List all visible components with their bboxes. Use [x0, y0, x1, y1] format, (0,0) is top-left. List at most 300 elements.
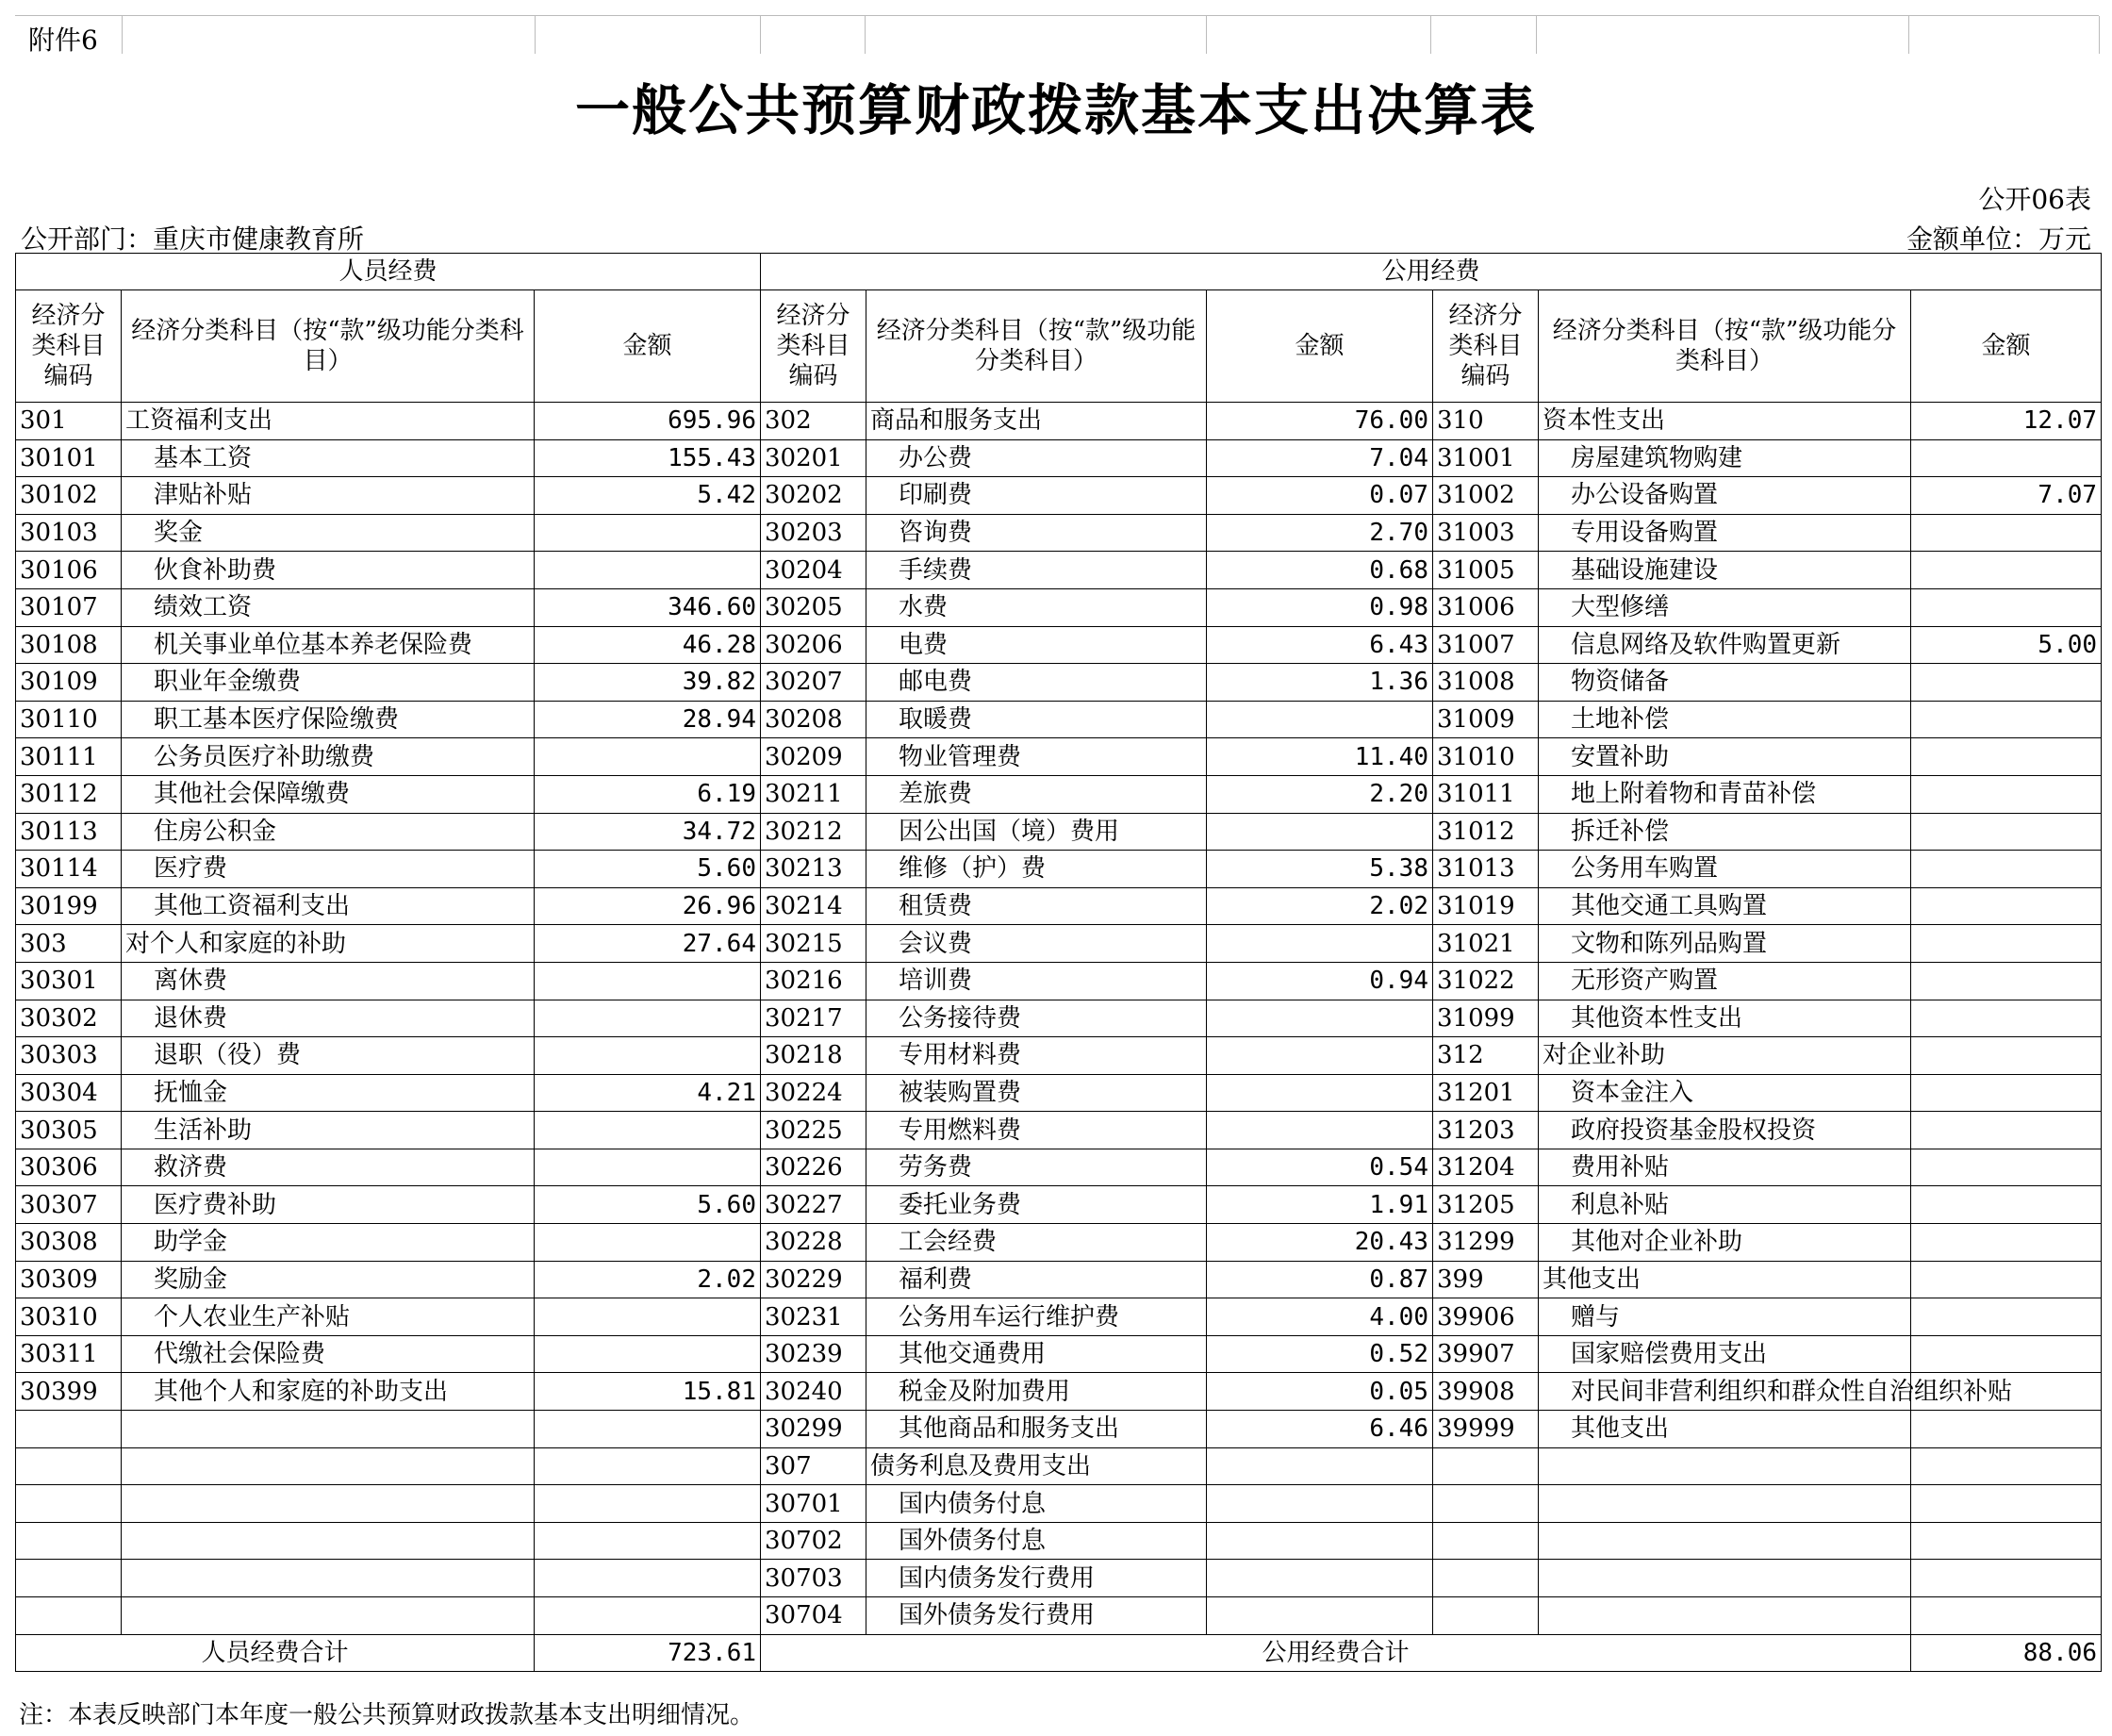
item-amount	[535, 1411, 761, 1448]
public-header: 公用经费	[761, 254, 2102, 290]
item-amount	[1911, 1037, 2102, 1075]
item-name: 被装购置费	[866, 1074, 1207, 1112]
item-code: 302	[761, 403, 866, 440]
item-code: 31204	[1433, 1149, 1539, 1186]
table-row	[16, 403, 2102, 440]
item-code: 30211	[761, 775, 866, 813]
item-name	[1539, 1447, 1911, 1485]
item-name: 奖金	[122, 514, 535, 552]
item-amount: 39.82	[535, 664, 761, 702]
item-code: 30201	[761, 439, 866, 477]
col-code-header: 经济分类科目编码	[16, 290, 122, 403]
item-amount	[1911, 514, 2102, 552]
item-amount: 26.96	[535, 887, 761, 925]
item-code: 39908	[1433, 1373, 1539, 1411]
item-code: 30213	[761, 851, 866, 888]
item-name: 培训费	[866, 962, 1207, 1000]
item-amount: 5.60	[535, 1186, 761, 1224]
item-code: 30215	[761, 925, 866, 963]
table-row	[16, 1298, 2102, 1336]
item-amount	[1207, 1112, 1433, 1149]
col-code-header: 经济分类科目编码	[761, 290, 866, 403]
item-code: 312	[1433, 1037, 1539, 1075]
grid-line	[122, 16, 123, 54]
item-amount: 5.00	[1911, 626, 2102, 664]
item-amount: 2.02	[1207, 887, 1433, 925]
item-code: 30399	[16, 1373, 122, 1411]
item-name: 个人农业生产补贴	[122, 1298, 535, 1336]
item-amount: 2.20	[1207, 775, 1433, 813]
item-code: 39999	[1433, 1411, 1539, 1448]
item-name	[122, 1411, 535, 1448]
item-code: 30231	[761, 1298, 866, 1336]
item-code: 31299	[1433, 1224, 1539, 1262]
item-amount	[1911, 962, 2102, 1000]
group-header-row	[16, 254, 2102, 290]
item-code: 31009	[1433, 701, 1539, 738]
item-code: 30224	[761, 1074, 866, 1112]
item-amount: 34.72	[535, 813, 761, 851]
item-amount: 4.21	[535, 1074, 761, 1112]
item-amount: 1.36	[1207, 664, 1433, 702]
item-name: 会议费	[866, 925, 1207, 963]
item-amount: 0.05	[1207, 1373, 1433, 1411]
attachment-label: 附件6	[28, 25, 98, 56]
item-name: 其他交通工具购置	[1539, 887, 1911, 925]
item-code: 31013	[1433, 851, 1539, 888]
table-row	[16, 701, 2102, 738]
item-amount	[535, 1037, 761, 1075]
item-code: 30108	[16, 626, 122, 664]
item-code: 30225	[761, 1112, 866, 1149]
item-code: 30202	[761, 477, 866, 515]
item-code: 30218	[761, 1037, 866, 1075]
item-name: 其他支出	[1539, 1261, 1911, 1298]
col-amount-header: 金额	[1911, 290, 2102, 403]
grid-line	[865, 16, 866, 54]
item-amount	[1911, 925, 2102, 963]
item-code: 30205	[761, 588, 866, 626]
attachment-bar	[15, 15, 2099, 54]
personnel-total-label: 人员经费合计	[16, 1634, 535, 1672]
item-code: 30309	[16, 1261, 122, 1298]
item-amount: 7.07	[1911, 477, 2102, 515]
item-amount: 7.04	[1207, 439, 1433, 477]
table-row	[16, 1373, 2102, 1411]
item-name: 国内债务发行费用	[866, 1560, 1207, 1597]
item-code: 30240	[761, 1373, 866, 1411]
item-amount	[1911, 1224, 2102, 1262]
item-name: 信息网络及软件购置更新	[1539, 626, 1911, 664]
item-amount	[1911, 1411, 2102, 1448]
table-row	[16, 626, 2102, 664]
item-amount	[535, 1224, 761, 1262]
item-code: 30214	[761, 887, 866, 925]
item-amount	[535, 1149, 761, 1186]
item-code: 31007	[1433, 626, 1539, 664]
item-name: 对个人和家庭的补助	[122, 925, 535, 963]
item-code: 30228	[761, 1224, 866, 1262]
item-code: 30301	[16, 962, 122, 1000]
item-name: 生活补助	[122, 1112, 535, 1149]
grid-line	[1430, 16, 1431, 54]
page-title: 一般公共预算财政拨款基本支出决算表	[574, 78, 1537, 142]
item-code: 30111	[16, 738, 122, 776]
item-name: 文物和陈列品购置	[1539, 925, 1911, 963]
item-amount: 2.70	[1207, 514, 1433, 552]
table-row	[16, 887, 2102, 925]
item-amount	[535, 1112, 761, 1149]
item-code: 30207	[761, 664, 866, 702]
item-code: 30310	[16, 1298, 122, 1336]
item-amount	[535, 1597, 761, 1635]
table-row	[16, 1411, 2102, 1448]
item-amount	[1911, 1447, 2102, 1485]
table-row	[16, 552, 2102, 589]
item-code: 30199	[16, 887, 122, 925]
table-row	[16, 851, 2102, 888]
item-amount: 6.19	[535, 775, 761, 813]
item-amount: 27.64	[535, 925, 761, 963]
item-name: 职业年金缴费	[122, 664, 535, 702]
table-row	[16, 775, 2102, 813]
item-name: 对企业补助	[1539, 1037, 1911, 1075]
item-code: 301	[16, 403, 122, 440]
item-code	[16, 1485, 122, 1523]
item-code: 30701	[761, 1485, 866, 1523]
item-amount: 2.02	[535, 1261, 761, 1298]
col-name-header: 经济分类科目（按“款”级功能分类科目）	[1539, 290, 1911, 403]
item-name: 委托业务费	[866, 1186, 1207, 1224]
item-name: 住房公积金	[122, 813, 535, 851]
item-code: 31002	[1433, 477, 1539, 515]
col-amount-header: 金额	[535, 290, 761, 403]
table-row	[16, 439, 2102, 477]
department-label: 公开部门：重庆市健康教育所	[21, 223, 365, 255]
item-amount: 5.42	[535, 477, 761, 515]
item-name: 退休费	[122, 1000, 535, 1037]
item-name: 取暖费	[866, 701, 1207, 738]
item-name: 办公费	[866, 439, 1207, 477]
item-code: 399	[1433, 1261, 1539, 1298]
item-amount	[1911, 887, 2102, 925]
table-row	[16, 1149, 2102, 1186]
table-row	[16, 1112, 2102, 1149]
table-row	[16, 477, 2102, 515]
personnel-header: 人员经费	[16, 254, 761, 290]
item-amount	[1911, 1186, 2102, 1224]
item-code: 31201	[1433, 1074, 1539, 1112]
item-code: 30103	[16, 514, 122, 552]
table-row	[16, 1335, 2102, 1373]
item-amount	[1207, 1037, 1433, 1075]
item-code: 31021	[1433, 925, 1539, 963]
item-name: 拆迁补偿	[1539, 813, 1911, 851]
footnote: 注：本表反映部门本年度一般公共预算财政拨款基本支出明细情况。	[19, 1701, 755, 1729]
item-amount	[1911, 813, 2102, 851]
item-name: 专用设备购置	[1539, 514, 1911, 552]
item-code: 30305	[16, 1112, 122, 1149]
public-total-label: 公用经费合计	[761, 1634, 1911, 1672]
item-code: 30113	[16, 813, 122, 851]
item-code: 30306	[16, 1149, 122, 1186]
table-row	[16, 1000, 2102, 1037]
item-name: 物资储备	[1539, 664, 1911, 702]
item-code: 31011	[1433, 775, 1539, 813]
grid-line	[535, 16, 536, 54]
item-name	[1539, 1597, 1911, 1635]
item-amount	[1207, 925, 1433, 963]
item-name: 津贴补贴	[122, 477, 535, 515]
item-amount: 5.60	[535, 851, 761, 888]
personnel-total-value: 723.61	[535, 1634, 761, 1672]
item-code: 30304	[16, 1074, 122, 1112]
item-code: 30229	[761, 1261, 866, 1298]
item-amount	[1911, 1485, 2102, 1523]
item-code: 31022	[1433, 962, 1539, 1000]
item-code: 30206	[761, 626, 866, 664]
item-amount	[1911, 552, 2102, 589]
item-code: 31006	[1433, 588, 1539, 626]
table-row	[16, 664, 2102, 702]
item-amount: 0.87	[1207, 1261, 1433, 1298]
item-name: 房屋建筑物购建	[1539, 439, 1911, 477]
item-name: 债务利息及费用支出	[866, 1447, 1207, 1485]
item-name: 机关事业单位基本养老保险费	[122, 626, 535, 664]
item-name	[122, 1560, 535, 1597]
item-code: 30114	[16, 851, 122, 888]
item-name: 退职（役）费	[122, 1037, 535, 1075]
totals-row	[16, 1634, 2102, 1672]
table-row	[16, 588, 2102, 626]
item-name	[122, 1447, 535, 1485]
item-code: 30311	[16, 1335, 122, 1373]
item-code: 30209	[761, 738, 866, 776]
item-code: 30106	[16, 552, 122, 589]
item-name: 租赁费	[866, 887, 1207, 925]
item-name: 赠与	[1539, 1298, 1911, 1336]
item-name: 资本性支出	[1539, 403, 1911, 440]
item-name: 专用材料费	[866, 1037, 1207, 1075]
public-total-value: 88.06	[1911, 1634, 2102, 1672]
item-amount: 0.54	[1207, 1149, 1433, 1186]
budget-table	[15, 253, 2102, 1672]
table-row	[16, 925, 2102, 963]
item-code: 31003	[1433, 514, 1539, 552]
item-amount	[1911, 851, 2102, 888]
item-name: 工资福利支出	[122, 403, 535, 440]
item-amount	[535, 962, 761, 1000]
item-amount	[1911, 1149, 2102, 1186]
item-name: 劳务费	[866, 1149, 1207, 1186]
item-code: 30112	[16, 775, 122, 813]
item-name: 对民间非营利组织和群众性自治组织补贴	[1539, 1373, 1911, 1411]
item-amount: 76.00	[1207, 403, 1433, 440]
item-amount	[1911, 439, 2102, 477]
item-name	[1539, 1560, 1911, 1597]
item-code	[16, 1447, 122, 1485]
col-amount-header: 金额	[1207, 290, 1433, 403]
item-amount	[1911, 701, 2102, 738]
item-code	[1433, 1560, 1539, 1597]
item-name: 其他个人和家庭的补助支出	[122, 1373, 535, 1411]
item-code: 30110	[16, 701, 122, 738]
item-code: 30227	[761, 1186, 866, 1224]
item-amount: 1.91	[1207, 1186, 1433, 1224]
item-name: 其他商品和服务支出	[866, 1411, 1207, 1448]
item-amount	[1207, 1074, 1433, 1112]
item-code: 31008	[1433, 664, 1539, 702]
item-code: 30102	[16, 477, 122, 515]
table-row	[16, 1597, 2102, 1635]
item-code: 31012	[1433, 813, 1539, 851]
item-name: 差旅费	[866, 775, 1207, 813]
item-amount	[1911, 1298, 2102, 1336]
item-name: 地上附着物和青苗补偿	[1539, 775, 1911, 813]
item-amount	[1911, 1000, 2102, 1037]
item-code: 30101	[16, 439, 122, 477]
item-code: 39906	[1433, 1298, 1539, 1336]
item-amount	[1207, 1522, 1433, 1560]
table-number: 公开06表	[1978, 184, 2091, 215]
item-name: 邮电费	[866, 664, 1207, 702]
item-amount: 0.94	[1207, 962, 1433, 1000]
item-name: 职工基本医疗保险缴费	[122, 701, 535, 738]
item-name: 抚恤金	[122, 1074, 535, 1112]
item-code: 31005	[1433, 552, 1539, 589]
item-amount: 5.38	[1207, 851, 1433, 888]
item-code: 30109	[16, 664, 122, 702]
item-name: 专用燃料费	[866, 1112, 1207, 1149]
col-name-header: 经济分类科目（按“款”级功能分类科目）	[866, 290, 1207, 403]
table-row	[16, 1074, 2102, 1112]
item-name: 其他工资福利支出	[122, 887, 535, 925]
item-name: 绩效工资	[122, 588, 535, 626]
item-amount	[535, 1447, 761, 1485]
item-amount: 4.00	[1207, 1298, 1433, 1336]
item-code	[1433, 1447, 1539, 1485]
item-amount	[535, 1000, 761, 1037]
item-amount: 20.43	[1207, 1224, 1433, 1262]
item-code: 310	[1433, 403, 1539, 440]
table-row	[16, 1186, 2102, 1224]
item-name: 办公设备购置	[1539, 477, 1911, 515]
item-name: 大型修缮	[1539, 588, 1911, 626]
item-name: 国内债务付息	[866, 1485, 1207, 1523]
table-row	[16, 1037, 2102, 1075]
col-code-header: 经济分类科目编码	[1433, 290, 1539, 403]
item-name: 国家赔偿费用支出	[1539, 1335, 1911, 1373]
item-name: 其他交通费用	[866, 1335, 1207, 1373]
item-amount	[1911, 1335, 2102, 1373]
item-name: 水费	[866, 588, 1207, 626]
item-code: 30703	[761, 1560, 866, 1597]
item-name: 助学金	[122, 1224, 535, 1262]
item-code	[16, 1560, 122, 1597]
item-name: 无形资产购置	[1539, 962, 1911, 1000]
item-amount: 0.52	[1207, 1335, 1433, 1373]
item-code: 30302	[16, 1000, 122, 1037]
item-code: 30212	[761, 813, 866, 851]
item-name: 公务用车购置	[1539, 851, 1911, 888]
grid-line	[760, 16, 761, 54]
item-name: 离休费	[122, 962, 535, 1000]
table-row	[16, 1261, 2102, 1298]
item-amount: 0.07	[1207, 477, 1433, 515]
item-name	[122, 1485, 535, 1523]
item-name: 公务员医疗补助缴费	[122, 738, 535, 776]
item-amount	[1207, 813, 1433, 851]
item-name: 其他支出	[1539, 1411, 1911, 1448]
item-amount	[535, 1335, 761, 1373]
item-name: 公务用车运行维护费	[866, 1298, 1207, 1336]
item-code: 30217	[761, 1000, 866, 1037]
item-name: 其他对企业补助	[1539, 1224, 1911, 1262]
item-name: 福利费	[866, 1261, 1207, 1298]
item-amount: 12.07	[1911, 403, 2102, 440]
item-amount: 0.98	[1207, 588, 1433, 626]
item-name: 土地补偿	[1539, 701, 1911, 738]
item-code: 31019	[1433, 887, 1539, 925]
item-code: 30702	[761, 1522, 866, 1560]
item-code: 30308	[16, 1224, 122, 1262]
item-name: 电费	[866, 626, 1207, 664]
item-amount	[1911, 1261, 2102, 1298]
item-code: 30208	[761, 701, 866, 738]
item-code	[1433, 1522, 1539, 1560]
item-amount	[535, 1485, 761, 1523]
item-amount	[1911, 1112, 2102, 1149]
item-amount	[1911, 1560, 2102, 1597]
item-name: 公务接待费	[866, 1000, 1207, 1037]
item-code: 30216	[761, 962, 866, 1000]
col-name-header: 经济分类科目（按“款”级功能分类科目）	[122, 290, 535, 403]
item-name: 维修（护）费	[866, 851, 1207, 888]
item-amount	[1911, 1074, 2102, 1112]
item-amount: 155.43	[535, 439, 761, 477]
item-code	[16, 1522, 122, 1560]
item-name: 基础设施建设	[1539, 552, 1911, 589]
item-name: 资本金注入	[1539, 1074, 1911, 1112]
item-amount: 346.60	[535, 588, 761, 626]
item-name: 咨询费	[866, 514, 1207, 552]
item-amount: 6.46	[1207, 1411, 1433, 1448]
item-amount	[535, 514, 761, 552]
item-code: 30303	[16, 1037, 122, 1075]
item-amount	[1911, 664, 2102, 702]
item-name: 救济费	[122, 1149, 535, 1186]
item-amount: 28.94	[535, 701, 761, 738]
grid-line	[2099, 16, 2100, 54]
item-amount	[1911, 738, 2102, 776]
item-code	[16, 1411, 122, 1448]
column-header-row	[16, 290, 2102, 403]
item-name: 税金及附加费用	[866, 1373, 1207, 1411]
item-amount	[1911, 588, 2102, 626]
item-name: 其他社会保障缴费	[122, 775, 535, 813]
item-name: 奖励金	[122, 1261, 535, 1298]
item-code: 303	[16, 925, 122, 963]
item-amount	[1911, 1597, 2102, 1635]
item-name: 其他资本性支出	[1539, 1000, 1911, 1037]
item-name: 因公出国（境）费用	[866, 813, 1207, 851]
item-amount	[1911, 775, 2102, 813]
grid-line	[1536, 16, 1537, 54]
item-name: 商品和服务支出	[866, 403, 1207, 440]
item-name: 代缴社会保险费	[122, 1335, 535, 1373]
item-amount: 11.40	[1207, 738, 1433, 776]
item-code: 39907	[1433, 1335, 1539, 1373]
